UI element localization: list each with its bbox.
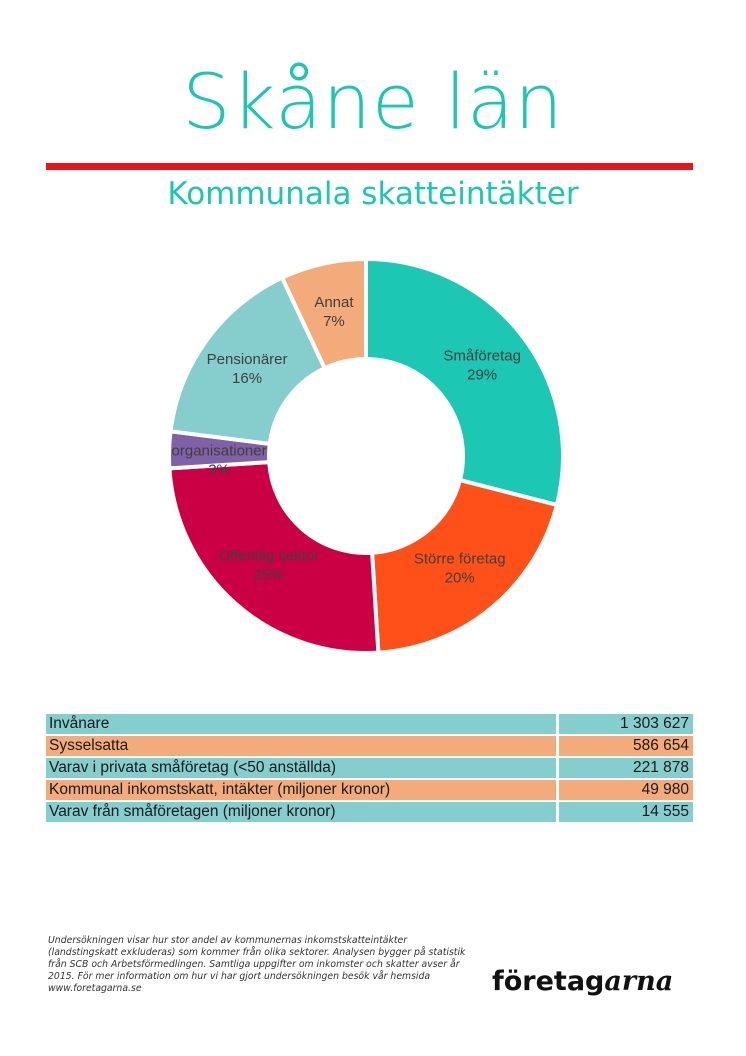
slice-value-label: 25% <box>253 566 284 584</box>
stats-value: 221 878 <box>559 758 693 778</box>
stats-label: Invånare <box>46 714 559 734</box>
stats-table <box>46 712 693 824</box>
slice-value-label: 20% <box>444 569 475 587</box>
slice-category-label: Småföretag <box>443 347 521 365</box>
slice-category-label: Pensionärer <box>206 351 288 369</box>
slice-value-label: 3% <box>208 461 230 479</box>
slice-value-label: 29% <box>467 366 498 384</box>
stats-row <box>46 802 693 822</box>
footnote: Undersökningen visar hur stor andel av kommunernas inkomstskatteintäkter (landstingskatt exkluderas) som kommer från olika sektorer. Analysen bygger på statistik från SCB och Arbetsförmedlingen. Samtliga uppgifter om inkomster och skatter avser år 2015. För mer information om hur vi har gjort undersökningen besök vår hemsida www.foretagarna.se <box>48 935 466 994</box>
stats-label: Varav i privata småföretag (<50 anställda) <box>46 758 559 778</box>
slice-category-label: Offentlig sektor <box>218 547 320 565</box>
page-subtitle: Kommunala skatteintäkter <box>167 176 579 212</box>
stats-label: Varav från småföretagen (miljoner kronor) <box>46 802 559 822</box>
foretagarna-logo <box>492 966 673 997</box>
slice-value-label: 7% <box>323 313 345 331</box>
stats-row <box>46 736 693 756</box>
slice-category-label: Större företag <box>413 550 506 568</box>
stats-value: 14 555 <box>559 802 693 822</box>
slice-category-label: Annat <box>314 294 354 312</box>
logo-part-1: företag <box>492 966 605 997</box>
stats-value: 1 303 627 <box>559 714 693 734</box>
stats-row <box>46 714 693 734</box>
logo-part-2: arna <box>604 966 674 997</box>
page-title: Skåne län <box>182 57 564 146</box>
stats-label: Kommunal inkomstskatt, intäkter (miljoner kronor) <box>46 780 559 800</box>
stats-value: 586 654 <box>559 736 693 756</box>
slice-value-label: 16% <box>232 370 263 388</box>
stats-row <box>46 758 693 778</box>
stats-row <box>46 780 693 800</box>
stats-value: 49 980 <box>559 780 693 800</box>
stats-label: Sysselsatta <box>46 736 559 756</box>
slice-category-label: organisationer <box>171 442 267 460</box>
donut-slice <box>366 259 563 505</box>
